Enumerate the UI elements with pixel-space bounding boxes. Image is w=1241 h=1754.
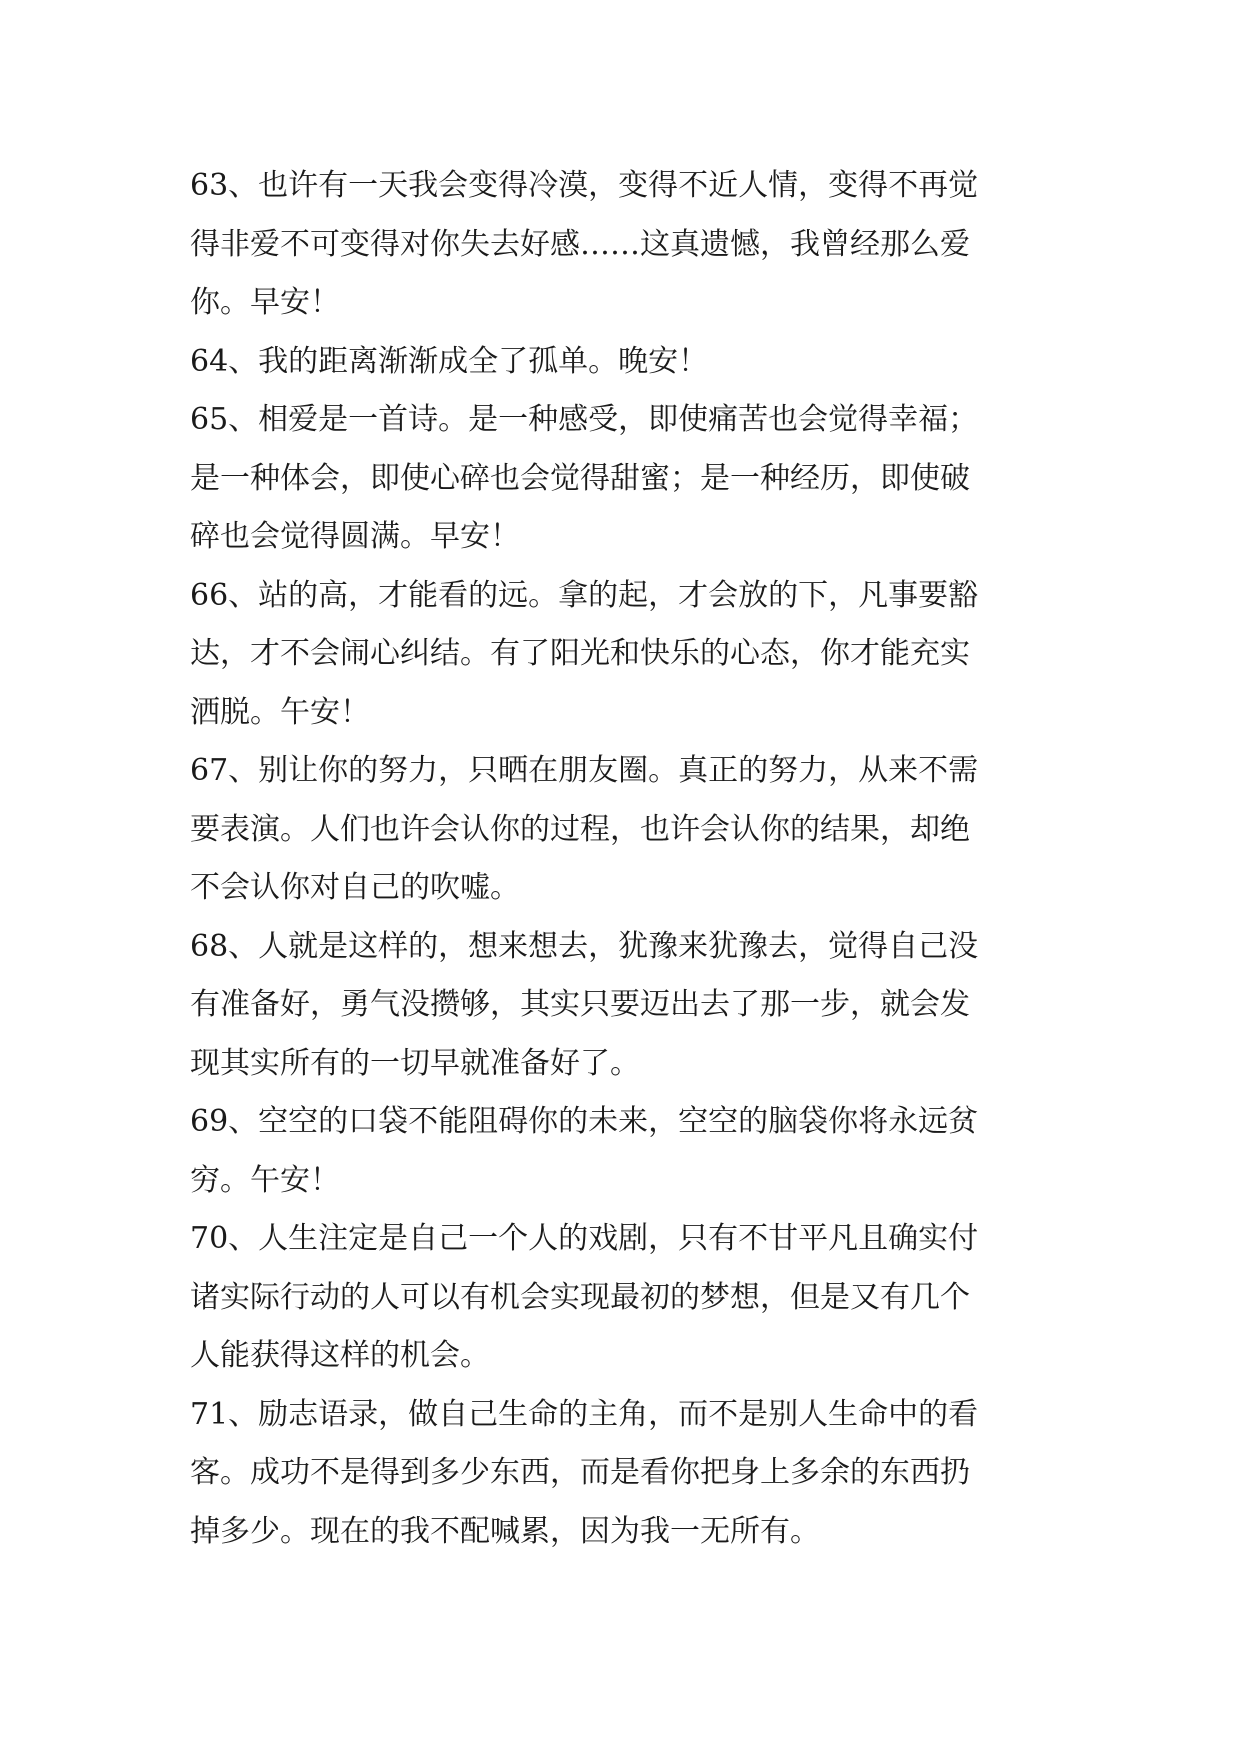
- entry-line: 碎也会觉得圆满。早安！: [190, 519, 520, 554]
- entry-line: 人能获得这样的机会。: [190, 1338, 490, 1373]
- entry-line: 不会认你对自己的吹嘘。: [190, 870, 520, 905]
- entry-71: [190, 1386, 1060, 1562]
- entry-line: 你。早安！: [190, 285, 340, 320]
- entry-64: [190, 333, 1060, 392]
- entry-line: 68、人就是这样的，想来想去，犹豫来犹豫去，觉得自己没: [190, 928, 979, 964]
- entry-line: 67、别让你的努力，只晒在朋友圈。真正的努力，从来不需: [190, 753, 979, 788]
- entry-line: 有准备好，勇气没攒够，其实只要迈出去了那一步，就会发: [190, 987, 970, 1022]
- entry-65: [190, 391, 1060, 567]
- entry-69: [190, 1093, 1060, 1210]
- entry-line: 穷。午安！: [190, 1162, 340, 1198]
- entry-line: 63、也许有一天我会变得冷漠，变得不近人情，变得不再觉: [190, 168, 979, 203]
- entry-line: 69、空空的口袋不能阻碍你的未来，空空的脑袋你将永远贫: [190, 1104, 979, 1139]
- entry-line: 现其实所有的一切早就准备好了。: [190, 1045, 640, 1081]
- entry-line: 要表演。人们也许会认你的过程，也许会认你的结果，却绝: [190, 811, 970, 847]
- entry-line: 客。成功不是得到多少东西，而是看你把身上多余的东西扔: [190, 1455, 970, 1490]
- entry-66: [190, 567, 1060, 743]
- entry-line: 洒脱。午安！: [190, 694, 370, 730]
- document-body: [190, 157, 1060, 1561]
- entry-line: 得非爱不可变得对你失去好感……这真遗憾，我曾经那么爱: [190, 226, 970, 262]
- entry-line: 是一种体会，即使心碎也会觉得甜蜜；是一种经历，即使破: [190, 460, 970, 496]
- entry-line: 65、相爱是一首诗。是一种感受，即使痛苦也会觉得幸福；: [190, 402, 979, 437]
- entry-line: 66、站的高，才能看的远。拿的起，才会放的下，凡事要豁: [190, 577, 979, 613]
- entry-63: [190, 157, 1060, 333]
- entry-70: [190, 1210, 1060, 1386]
- entry-68: [190, 918, 1060, 1094]
- entry-line: 71、励志语录，做自己生命的主角，而不是别人生命中的看: [190, 1396, 979, 1432]
- entry-line: 掉多少。现在的我不配喊累，因为我一无所有。: [190, 1513, 820, 1549]
- entry-line: 诸实际行动的人可以有机会实现最初的梦想，但是又有几个: [190, 1279, 970, 1315]
- entry-line: 达，才不会闹心纠结。有了阳光和快乐的心态，你才能充实: [190, 636, 970, 671]
- entry-67: [190, 742, 1060, 918]
- entry-line: 70、人生注定是自己一个人的戏剧，只有不甘平凡且确实付: [190, 1221, 979, 1256]
- entry-line: 64、我的距离渐渐成全了孤单。晚安！: [190, 343, 709, 379]
